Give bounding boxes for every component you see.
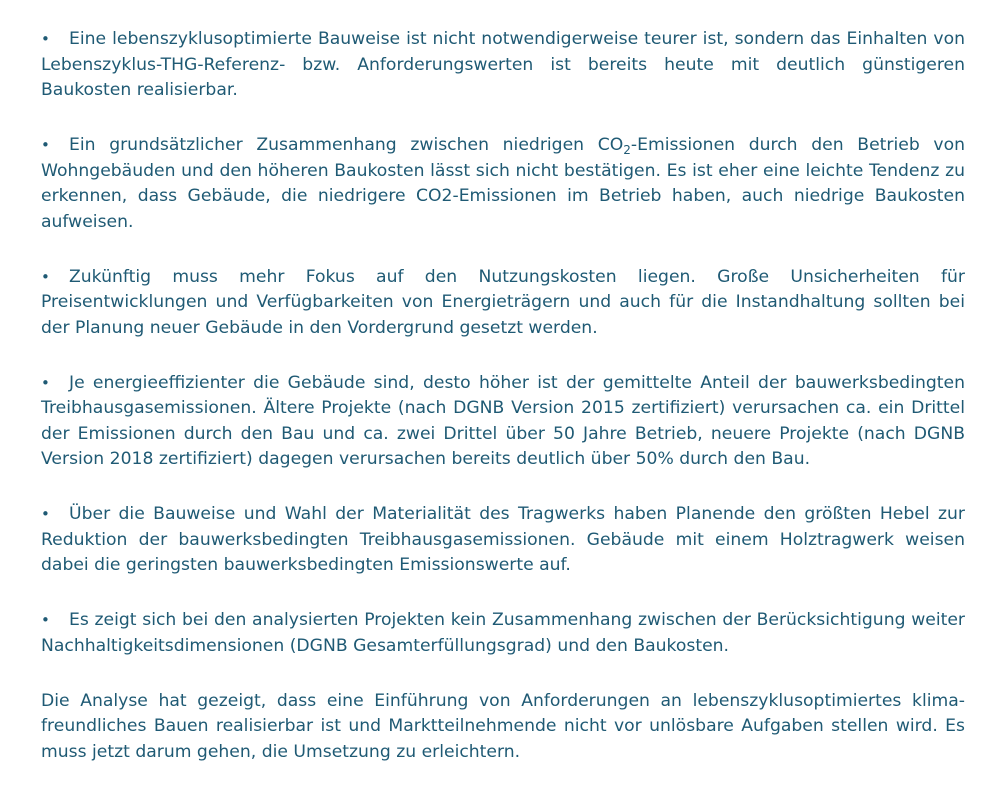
bullet-item-6: [41, 608, 965, 659]
bullet-marker: •: [41, 267, 50, 286]
bullet-item-1: [41, 27, 965, 104]
bullet-marker: •: [41, 136, 50, 154]
document-body: [41, 27, 965, 765]
bullet-text-part-1: Ein grundsätzlicher Zusammenhang zwischen niedrigen CO: [69, 135, 624, 155]
bullet-text: Eine lebenszyklusoptimierte Bauweise ist nicht notwendigerweise teurer ist, sondern das Einhalten von Lebenszyklus-THG-Referenz- bzw. Anforderungswerten ist bereits heute mit deutlich günstigeren Baukosten realisierbar.: [41, 29, 965, 100]
co2-subscript: 2: [623, 143, 631, 157]
bullet-item-3: [41, 265, 965, 342]
conclusion-paragraph: Die Analyse hat gezeigt, dass eine Einführung von Anforderungen an lebenszyklusoptimiertes klima-freundliches Bauen realisierbar ist und Marktteilnehmende nicht vor unlösbare Aufgaben stellen wird. Es muss jetzt darum gehen, die Umsetzung zu erleichtern.: [41, 690, 965, 762]
bullet-marker: •: [41, 611, 50, 629]
bullet-text-part-2: -Emissionen durch den Betrieb von Wohngebäuden und den höheren Baukosten lässt sich nicht bestätigen. Es ist eher eine leichte Tendenz zu erkennen, dass Gebäude, die niedrigere CO2-Emissionen im Betrieb haben, auch niedrige Baukosten aufweisen.: [41, 135, 965, 232]
bullet-item-5: [41, 502, 965, 579]
bullet-text: Zukünftig muss mehr Fokus auf den Nutzungskosten liegen. Große Unsicherheiten für Preisentwicklungen und Verfügbarkeiten von Energieträgern und auch für die Instandhaltung sollten bei der Planung neuer Gebäude in den Vordergrund gesetzt werden.: [41, 266, 965, 338]
bullet-item-2: [41, 133, 965, 235]
bullet-text: Über die Bauweise und Wahl der Materialität des Tragwerks haben Planende den größten Hebel zur Reduktion der bauwerksbedingten Treibhausgasemissionen. Gebäude mit einem Holztragwerk weisen dabei die geringsten bauwerksbedingten Emissionswerte auf.: [41, 504, 965, 575]
bullet-item-4: [41, 371, 965, 473]
bullet-text: Es zeigt sich bei den analysierten Projekten kein Zusammenhang zwischen der Berücksichtigung weiter Nachhaltigkeitsdimensionen (DGNB Gesamterfüllungsgrad) und den Baukosten.: [41, 610, 965, 656]
bullet-text: Je energieeffizienter die Gebäude sind, desto höher ist der gemittelte Anteil der bauwerksbedingten Treibhausgasemissionen. Ältere Projekte (nach DGNB Version 2015 zertifiziert) verursachen ca. ein Drittel der Emissionen durch den Bau und ca. zwei Drittel über 50 Jahre Betrieb, neuere Projekte (nach DGNB Version 2018 zertifiziert) dagegen verursachen bereits deutlich über 50% durch den Bau.: [41, 372, 965, 469]
bullet-marker: •: [41, 30, 50, 48]
bullet-marker: •: [41, 373, 50, 392]
bullet-marker: •: [41, 505, 50, 523]
